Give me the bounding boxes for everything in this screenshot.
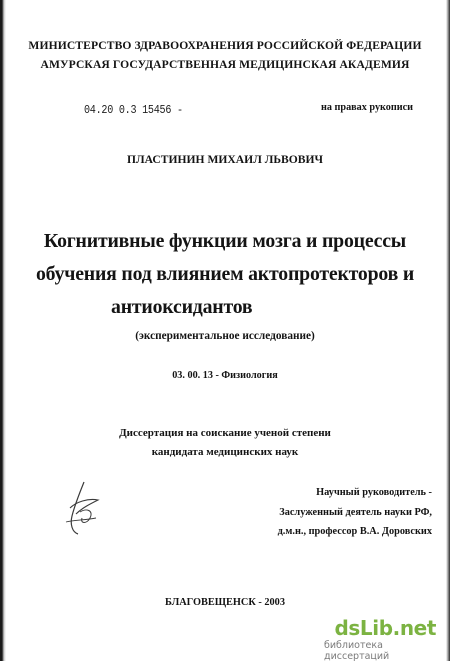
thesis-title-line-2: обучения под влиянием актопротекторов и — [35, 263, 415, 285]
supervisor-label: Научный руководитель - — [316, 487, 432, 498]
ministry-heading: МИНИСТЕРСТВО ЗДРАВООХРАНЕНИЯ РОССИЙСКОЙ ФЕДЕРАЦИИ — [28, 39, 422, 52]
supervisor-title: Заслуженный деятель науки РФ, — [279, 507, 432, 518]
manuscript-rights: на правах рукописи — [321, 102, 413, 113]
thesis-title-line-3: антиоксидантов — [111, 296, 253, 318]
thesis-subtitle: (экспериментальное исследование) — [135, 330, 315, 342]
city-year: БЛАГОВЕЩЕНСК - 2003 — [165, 597, 285, 608]
degree-line-1: Диссертация на соискание ученой степени — [119, 427, 331, 439]
registration-number: 04.20 0.3 15456 - — [84, 104, 183, 117]
thesis-title-line-1: Когнитивные функции мозга и процессы — [43, 230, 407, 252]
author-name: ПЛАСТИНИН МИХАИЛ ЛЬВОВИЧ — [126, 153, 324, 166]
degree-line-2: кандидата медицинских наук — [151, 446, 299, 458]
supervisor-name: д.м.н., профессор В.А. Доровских — [277, 526, 432, 537]
dslib-tagline: библиотека диссертаций — [324, 640, 390, 662]
dslib-watermark — [324, 616, 444, 662]
specialty-code: 03. 00. 13 - Физиология — [172, 370, 278, 381]
handwritten-signature — [60, 478, 106, 536]
academy-heading: АМУРСКАЯ ГОСУДАРСТВЕННАЯ МЕДИЦИНСКАЯ АКАДЕМИЯ — [40, 58, 410, 71]
dslib-logo: dsLib.net — [334, 616, 436, 640]
